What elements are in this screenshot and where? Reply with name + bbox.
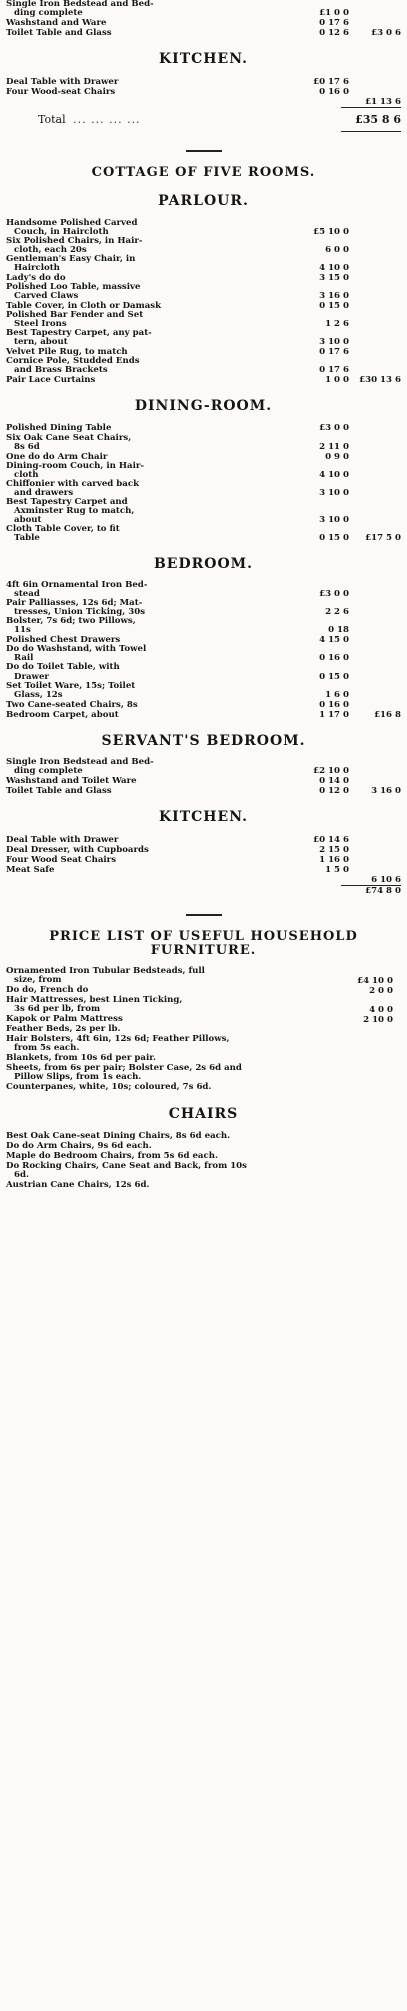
price-description: Ornamented Iron Tubular Bedsteads, full size, from bbox=[6, 966, 205, 986]
item-description: Toilet Table and Glass bbox=[6, 28, 112, 39]
section-subtotal: 3 16 0 bbox=[371, 786, 401, 797]
item-description: Table Cover, in Cloth or Damask bbox=[6, 300, 162, 311]
servants-bedroom-section bbox=[6, 758, 401, 796]
price-item bbox=[6, 996, 401, 1015]
item-amount: 1 16 0 bbox=[319, 854, 349, 865]
price-list-heading: PRICE LIST OF USEFUL HOUSEHOLD FURNITURE. bbox=[49, 928, 358, 958]
item-amount: 0 16 0 bbox=[319, 653, 349, 664]
price-amount: 2 0 0 bbox=[369, 986, 393, 997]
item-amount: £1 0 0 bbox=[319, 8, 349, 19]
item-description: Do do Washstand, with Towel Rail bbox=[6, 644, 147, 664]
chair-item: Do Rocking Chairs, Cane Seat and Back, from 10s 6d. bbox=[6, 1161, 247, 1181]
item-amount: 0 18 bbox=[328, 625, 349, 636]
kitchen-section bbox=[6, 835, 401, 896]
parlour-heading: PARLOUR. bbox=[158, 192, 249, 209]
line-item bbox=[6, 663, 401, 681]
line-item bbox=[6, 498, 401, 525]
item-amount: 0 12 6 bbox=[319, 28, 349, 39]
item-amount: 0 17 6 bbox=[319, 18, 349, 29]
item-amount: 2 11 0 bbox=[319, 441, 349, 452]
item-amount: 1 6 0 bbox=[325, 689, 349, 700]
line-item bbox=[6, 77, 401, 87]
price-amount: 2 10 0 bbox=[363, 1015, 393, 1026]
item-description: Deal Table with Drawer bbox=[6, 76, 119, 87]
item-description: Single Iron Bedstead and Bed- ding complete bbox=[6, 0, 154, 19]
section-subtotal: £1 13 6 bbox=[365, 96, 401, 107]
item-description: Polished Chest Drawers bbox=[6, 635, 121, 646]
line-item bbox=[6, 645, 401, 663]
item-description: Polished Dining Table bbox=[6, 423, 112, 434]
chair-item: Austrian Cane Chairs, 12s 6d. bbox=[6, 1180, 150, 1191]
item-description: Four Wood-seat Chairs bbox=[6, 86, 116, 97]
item-description: Meat Safe bbox=[6, 864, 55, 875]
item-amount: 2 2 6 bbox=[325, 607, 349, 618]
line-item bbox=[6, 599, 401, 617]
total-rule bbox=[6, 131, 401, 132]
line-item bbox=[6, 758, 401, 776]
item-amount: £0 17 6 bbox=[313, 76, 349, 87]
item-description: Deal Table with Drawer bbox=[6, 834, 119, 845]
item-description: Best Tapestry Carpet and Axminster Rug to match, about bbox=[6, 496, 135, 525]
line-item bbox=[6, 375, 401, 385]
item-amount: 0 16 0 bbox=[319, 86, 349, 97]
price-item bbox=[6, 1064, 401, 1083]
item-amount: 6 0 0 bbox=[325, 244, 349, 255]
chair-item: Do do Arm Chairs, 9s 6d each. bbox=[6, 1141, 152, 1152]
line-item bbox=[6, 329, 401, 347]
item-description: Gentleman's Easy Chair, in Haircloth bbox=[6, 253, 136, 273]
item-description: Handsome Polished Carved Couch, in Haircloth bbox=[6, 217, 138, 237]
item-amount: 0 15 0 bbox=[319, 671, 349, 682]
price-description: Do do, French do bbox=[6, 985, 89, 996]
subtotal-row bbox=[6, 97, 401, 107]
item-description: Best Tapestry Carpet, any pat- tern, about bbox=[6, 327, 152, 347]
item-description: One do do Arm Chair bbox=[6, 451, 108, 462]
line-item bbox=[6, 311, 401, 329]
item-description: Lady's do do bbox=[6, 272, 66, 283]
item-description: Do do Toilet Table, with Drawer bbox=[6, 662, 120, 682]
item-description: Bolster, 7s 6d; two Pillows, 11s bbox=[6, 616, 136, 636]
item-description: Toilet Table and Glass bbox=[6, 786, 112, 797]
item-description: Single Iron Bedstead and Bed- ding complete bbox=[6, 757, 154, 777]
item-amount: 4 10 0 bbox=[319, 262, 349, 273]
item-description: Six Polished Chairs, in Hair- cloth, each 20s bbox=[6, 235, 143, 255]
chair-item: Maple do Bedroom Chairs, from 5s 6d each. bbox=[6, 1151, 218, 1162]
kitchen-heading: KITCHEN. bbox=[159, 51, 248, 68]
item-description: Chiffonier with carved back and drawers bbox=[6, 478, 140, 498]
line-item bbox=[6, 357, 401, 375]
price-description: Hair Mattresses, best Linen Ticking, 3s 6d per lb, from bbox=[6, 995, 183, 1015]
section-subtotal: £16 8 bbox=[374, 709, 401, 720]
item-amount: 3 10 0 bbox=[319, 514, 349, 525]
item-description: 4ft 6in Ornamental Iron Bed- stead bbox=[6, 580, 148, 600]
item-amount: 0 14 0 bbox=[319, 776, 349, 787]
price-amount: 4 0 0 bbox=[369, 1005, 393, 1016]
total-rule bbox=[6, 107, 401, 108]
chairs-heading: CHAIRS bbox=[168, 1106, 239, 1123]
item-amount: £2 10 0 bbox=[313, 766, 349, 777]
item-amount: 0 15 0 bbox=[319, 300, 349, 311]
item-amount: £0 14 6 bbox=[313, 834, 349, 845]
item-amount: 4 10 0 bbox=[319, 469, 349, 480]
bedroom-heading: BEDROOM. bbox=[153, 555, 254, 572]
line-item bbox=[6, 682, 401, 700]
item-amount: 3 15 0 bbox=[319, 272, 349, 283]
item-amount: 3 16 0 bbox=[319, 290, 349, 301]
item-amount: 0 15 0 bbox=[319, 532, 349, 543]
line-item bbox=[6, 845, 401, 855]
line-item bbox=[6, 28, 401, 38]
price-item bbox=[6, 1083, 401, 1093]
line-item bbox=[6, 434, 401, 452]
chairs-section bbox=[6, 1132, 401, 1190]
kitchen-section bbox=[6, 77, 401, 107]
item-amount: 3 10 0 bbox=[319, 487, 349, 498]
line-item bbox=[6, 855, 401, 865]
parlour-section bbox=[6, 219, 401, 385]
item-amount: 0 12 0 bbox=[319, 786, 349, 797]
item-amount: 3 10 0 bbox=[319, 336, 349, 347]
item-description: Cloth Table Cover, to fit Table bbox=[6, 523, 120, 543]
total-label: Total bbox=[38, 112, 66, 126]
section-subtotal: £3 0 6 bbox=[371, 28, 401, 39]
grand-total-row bbox=[6, 886, 401, 896]
price-description: Kapok or Palm Mattress bbox=[6, 1014, 123, 1025]
line-item bbox=[6, 424, 401, 434]
section-subtotal: £30 13 6 bbox=[359, 374, 401, 385]
item-amount: 1 2 6 bbox=[325, 318, 349, 329]
line-item bbox=[6, 462, 401, 480]
item-description: Polished Loo Table, massive Carved Claws bbox=[6, 281, 141, 301]
price-description: Blankets, from 10s 6d per pair. bbox=[6, 1053, 156, 1064]
line-item bbox=[6, 18, 401, 28]
item-amount: 2 15 0 bbox=[319, 844, 349, 855]
price-description: Feather Beds, 2s per lb. bbox=[6, 1024, 121, 1035]
line-item bbox=[6, 480, 401, 498]
line-item bbox=[6, 0, 401, 18]
item-amount: 1 5 0 bbox=[325, 864, 349, 875]
item-amount: £3 0 0 bbox=[319, 423, 349, 434]
item-description: Two Cane-seated Chairs, 8s bbox=[6, 699, 138, 710]
line-item bbox=[6, 255, 401, 273]
subtotal-row bbox=[6, 875, 401, 885]
item-description: Velvet Pile Rug, to match bbox=[6, 346, 128, 357]
servants-bedroom-heading: SERVANT'S BEDROOM. bbox=[101, 732, 306, 749]
line-item bbox=[6, 283, 401, 301]
item-description: Cornice Pole, Studded Ends and Brass Brackets bbox=[6, 355, 140, 375]
line-item bbox=[6, 835, 401, 845]
total-row: Total ... ... ... ... £35 8 6 bbox=[38, 112, 401, 126]
cottage-heading: COTTAGE OF FIVE ROOMS. bbox=[91, 165, 316, 181]
line-item bbox=[6, 237, 401, 255]
item-amount: 0 17 6 bbox=[319, 346, 349, 357]
item-description: Set Toilet Ware, 15s; Toilet Glass, 12s bbox=[6, 680, 136, 700]
line-item bbox=[6, 525, 401, 543]
price-amount: £4 10 0 bbox=[357, 976, 393, 987]
item-amount: £3 0 0 bbox=[319, 589, 349, 600]
price-item bbox=[6, 1035, 401, 1054]
line-item bbox=[6, 710, 401, 720]
item-description: Polished Bar Fender and Set Steel Irons bbox=[6, 309, 144, 329]
price-description: Sheets, from 6s per pair; Bolster Case, 2s 6d and Pillow Slips, from 1s each. bbox=[6, 1063, 242, 1083]
line-item bbox=[6, 219, 401, 237]
item-amount: 0 16 0 bbox=[319, 699, 349, 710]
dining-room-section bbox=[6, 424, 401, 543]
item-amount: 0 9 0 bbox=[325, 451, 349, 462]
item-amount: 0 17 6 bbox=[319, 364, 349, 375]
section-subtotal: £17 5 0 bbox=[365, 532, 401, 543]
line-item bbox=[6, 865, 401, 875]
item-amount: £5 10 0 bbox=[313, 226, 349, 237]
item-description: Pair Lace Curtains bbox=[6, 374, 96, 385]
item-description: Four Wood Seat Chairs bbox=[6, 854, 117, 865]
section-subtotal: 6 10 6 bbox=[371, 874, 401, 885]
item-description: Washstand and Toilet Ware bbox=[6, 776, 137, 787]
line-item bbox=[6, 87, 401, 97]
bedroom-section bbox=[6, 581, 401, 719]
total-value: £35 8 6 bbox=[355, 112, 401, 126]
line-item bbox=[6, 581, 401, 599]
chair-item: Best Oak Cane-seat Dining Chairs, 8s 6d each. bbox=[6, 1131, 231, 1142]
price-description: Counterpanes, white, 10s; coloured, 7s 6d. bbox=[6, 1082, 212, 1093]
grand-total: £74 8 0 bbox=[365, 885, 401, 896]
item-description: Washstand and Ware bbox=[6, 18, 107, 29]
price-item bbox=[6, 967, 401, 986]
top-section bbox=[6, 0, 401, 38]
item-description: Pair Palliasses, 12s 6d; Mat- tresses, Union Ticking, 30s bbox=[6, 598, 146, 618]
line-item bbox=[6, 700, 401, 710]
item-amount: 1 0 0 bbox=[325, 374, 349, 385]
price-list-section bbox=[6, 967, 401, 1093]
dining-room-heading: DINING-ROOM. bbox=[134, 397, 273, 414]
item-amount: 1 17 0 bbox=[319, 709, 349, 720]
section-divider bbox=[186, 150, 222, 152]
line-item bbox=[6, 617, 401, 635]
section-divider bbox=[186, 914, 222, 916]
line-item bbox=[6, 786, 401, 796]
item-description: Bedroom Carpet, about bbox=[6, 709, 119, 720]
item-amount: 4 15 0 bbox=[319, 635, 349, 646]
item-description: Dining-room Couch, in Hair- cloth bbox=[6, 460, 144, 480]
item-description: Deal Dresser, with Cupboards bbox=[6, 844, 149, 855]
item-description: Six Oak Cane Seat Chairs, 8s 6d bbox=[6, 432, 132, 452]
kitchen-heading: KITCHEN. bbox=[159, 809, 248, 826]
line-item bbox=[6, 776, 401, 786]
price-description: Hair Bolsters, 4ft 6in, 12s 6d; Feather Pillows, from 5s each. bbox=[6, 1034, 230, 1054]
